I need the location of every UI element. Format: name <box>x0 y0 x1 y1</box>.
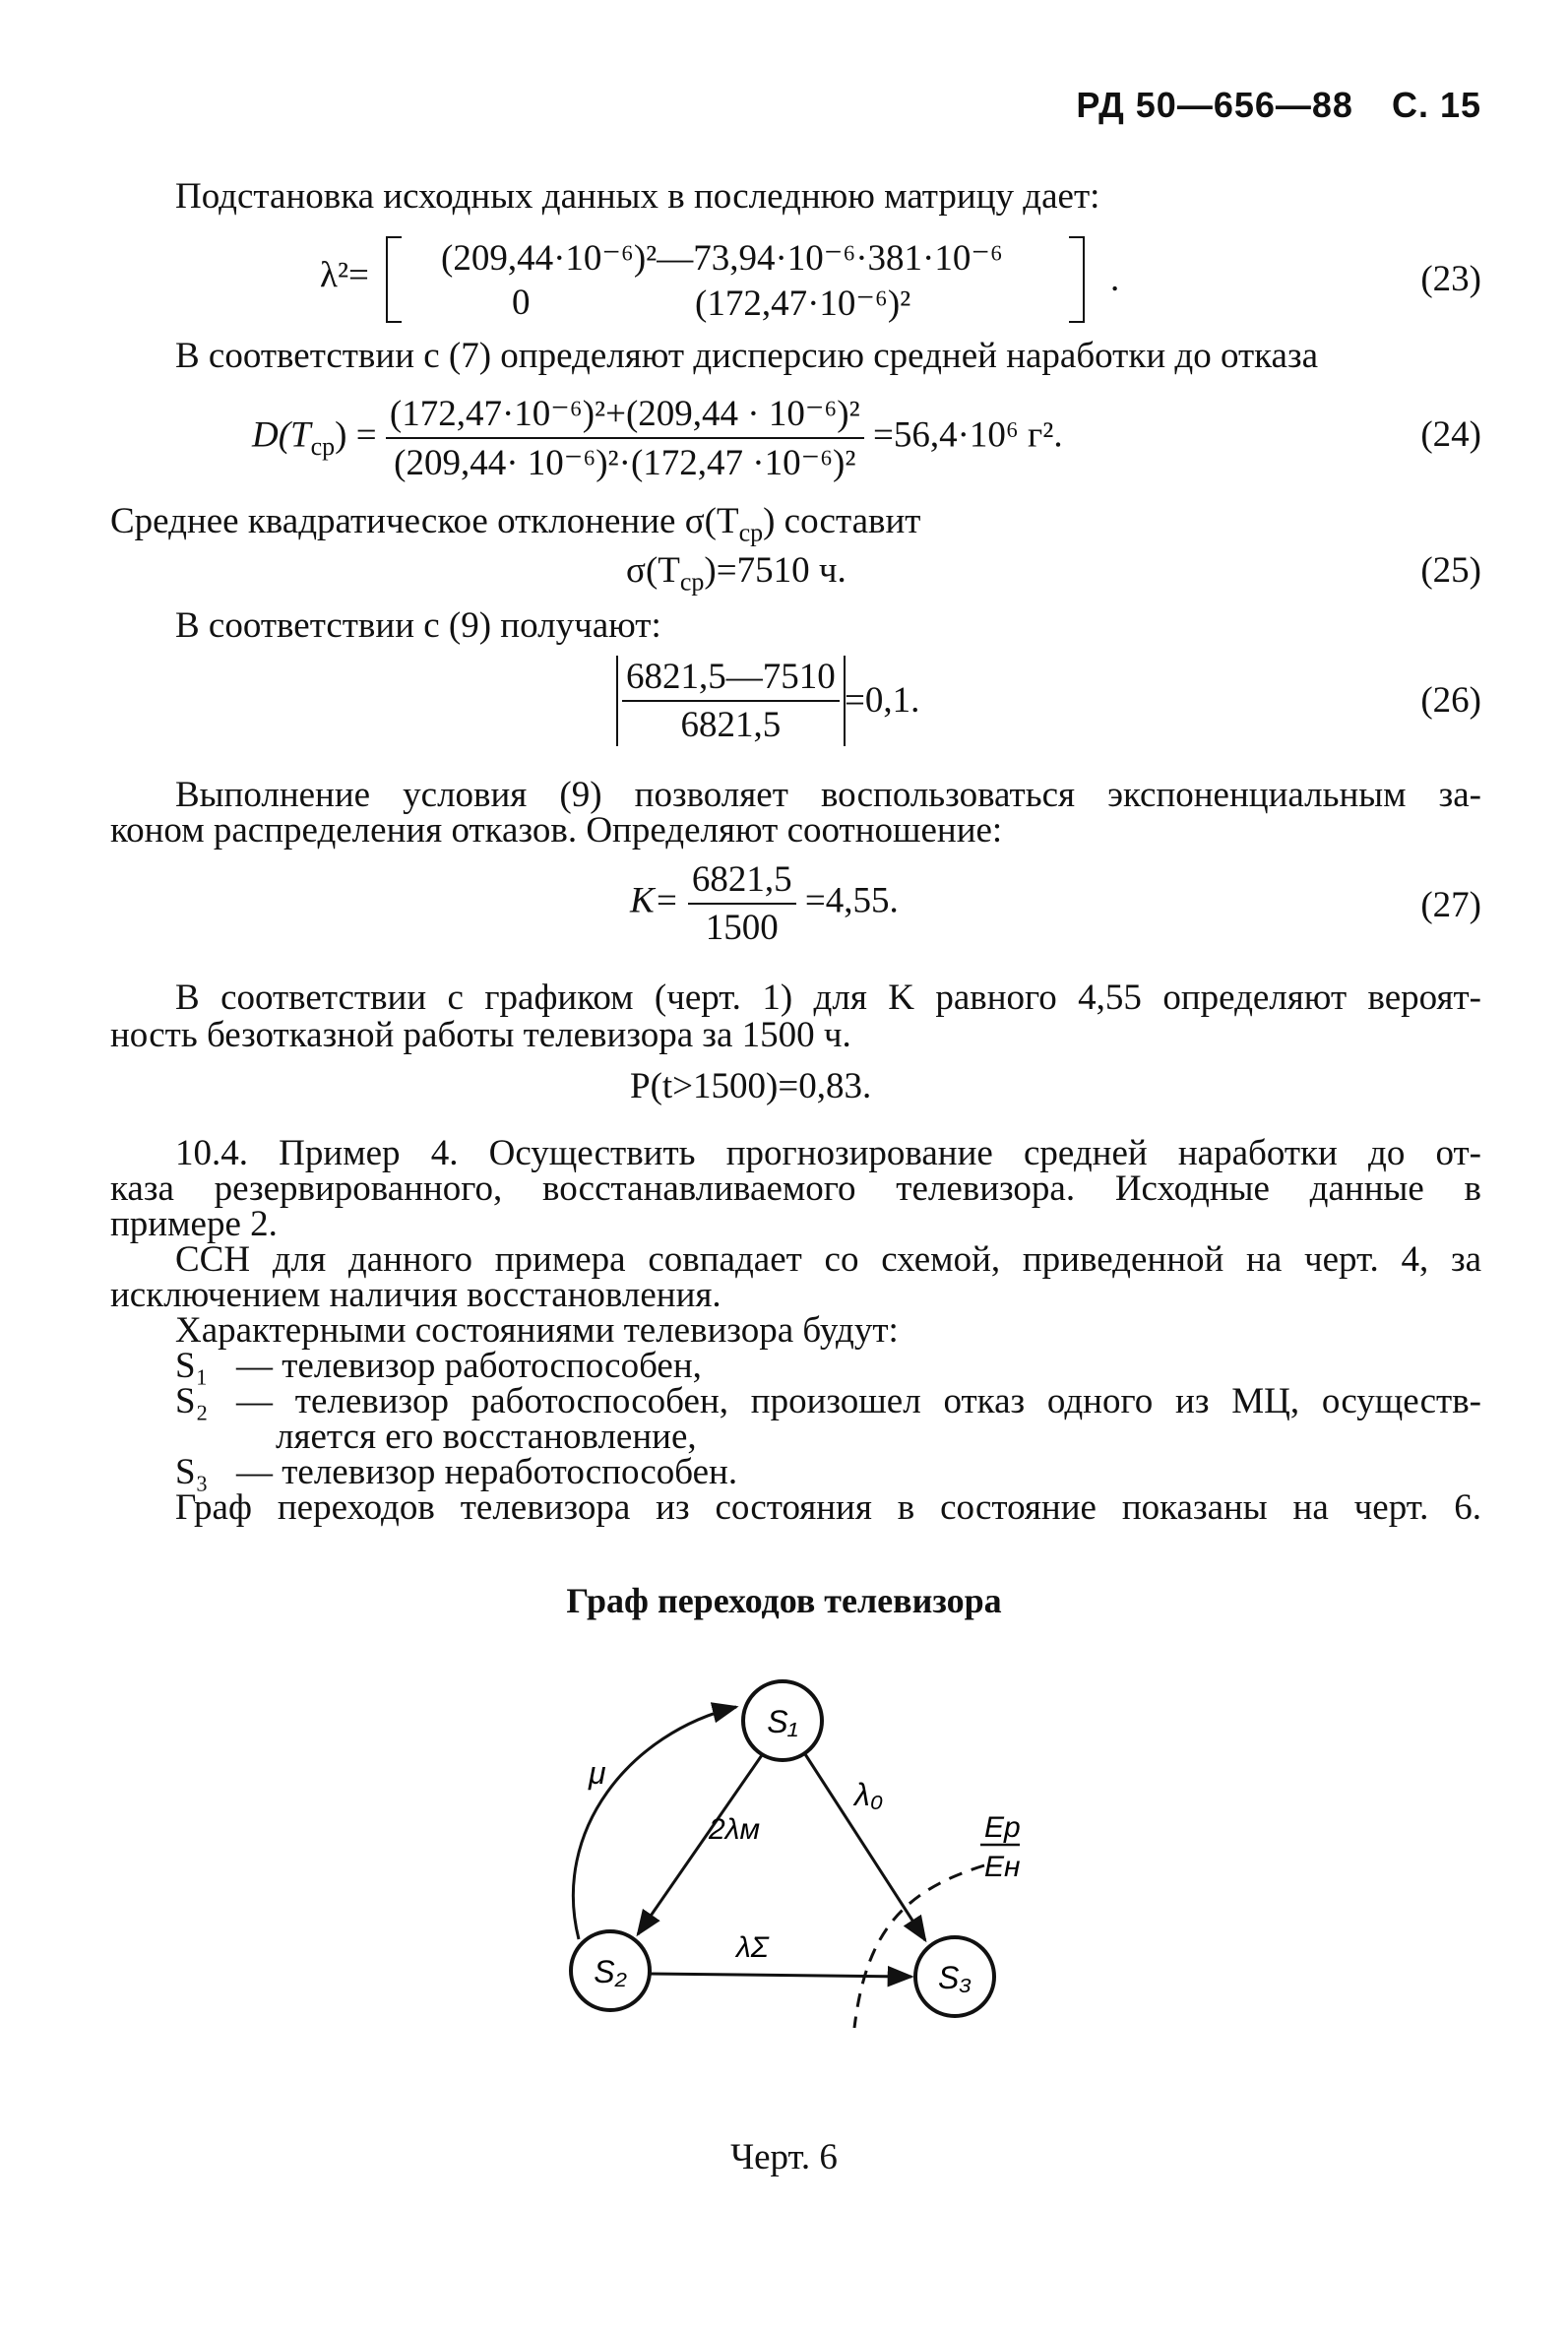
edge-lambda-sigma <box>650 1974 911 1977</box>
state-s1-label: S₁ <box>175 1346 209 1386</box>
eq28-expression: P(t>1500)=0,83. <box>630 1066 872 1106</box>
example4-line2: каза резервированного, восстанавливаемого телевизора. Исходные данные в <box>110 1168 1481 1209</box>
eq25-end: )=7510 ч. <box>704 550 847 591</box>
node-s2 <box>571 1931 650 2010</box>
ssn-line1: ССН для данного примера совпадает со схемой, приведенной на черт. 4, за <box>175 1239 1481 1280</box>
node-s2-label: S₂ <box>594 1954 627 1989</box>
p3-sub: ср <box>738 518 764 547</box>
eq25-number: (25) <box>1420 550 1481 591</box>
states-intro: Характерными состояниями телевизора будут: <box>175 1310 899 1351</box>
paragraph-substitution: Подстановка исходных данных в последнюю матрицу дает: <box>175 176 1100 217</box>
eq23-row1: (209,44·10⁻⁶)²—73,94·10⁻⁶·381·10⁻⁶ <box>441 238 1003 279</box>
paragraph-condition-line1: Выполнение условия (9) позволяет воспользоваться экспоненциальным за- <box>175 775 1481 815</box>
eq23-row2-right: (172,47·10⁻⁶)² <box>695 284 911 324</box>
eq23-lhs: λ²= <box>320 255 369 295</box>
paragraph-condition-line2: коном распределения отказов. Определяют соотношение: <box>110 810 1003 851</box>
paragraph-graph-line1: В соответствии с графиком (черт. 1) для K равного 4,55 определяют вероят- <box>175 978 1481 1018</box>
eq23-number: (23) <box>1420 259 1481 299</box>
eq23-tail: . <box>1110 259 1120 299</box>
state-s1-text: — телевизор работоспособен, <box>236 1346 702 1386</box>
page-number: С. 15 <box>1391 85 1481 125</box>
paragraph-graph-line2: ность безотказной работы телевизора за 1500 ч. <box>110 1015 851 1055</box>
eq24-lhs-sub: ср <box>310 431 336 461</box>
eq26-number: (26) <box>1420 680 1481 721</box>
node-s3 <box>915 1937 994 2016</box>
eq24-numerator: (172,47·10⁻⁶)²+(209,44 · 10⁻⁶)² <box>386 392 864 439</box>
diagram-title: Граф переходов телевизора <box>566 1581 1002 1620</box>
node-s1 <box>743 1681 822 1760</box>
graph-reference: Граф переходов телевизора из состояния в состояние показаны на черт. 6. <box>175 1487 1481 1528</box>
p3-text: Среднее квадратическое отклонение σ(T <box>110 501 739 541</box>
eq24-lhs-end: ) = <box>335 414 377 456</box>
eq24-denominator: (209,44· 10⁻⁶)²·(172,47 ·10⁻⁶)² <box>394 443 856 483</box>
eq27-denominator: 1500 <box>705 908 779 948</box>
label-lambda-0: λ₀ <box>854 1777 884 1812</box>
label-lambda-sigma: λΣ <box>736 1931 769 1964</box>
state-s2-text-line1: — телевизор работоспособен, произошел отказ одного из МЦ, осуществ- <box>236 1381 1481 1421</box>
document-code: РД 50—656—88 <box>1076 85 1353 125</box>
dashed-boundary <box>854 1865 984 2028</box>
eq26-numerator: 6821,5—7510 <box>622 656 840 702</box>
node-s1-label: S₁ <box>767 1704 798 1739</box>
state-s3-label: S₃ <box>175 1452 209 1492</box>
eq27-lhs: K= <box>630 880 679 921</box>
paragraph-dispersion: В соответствии с (7) определяют дисперсию средней наработки до отказа <box>175 336 1319 376</box>
eq27-rhs: =4,55. <box>804 880 899 921</box>
node-s3-label: S₃ <box>937 1960 972 1995</box>
eq25-text: σ(T <box>626 550 680 591</box>
label-two-lambda-m: 2λм <box>709 1813 761 1846</box>
state-s2-label: S₂ <box>175 1381 209 1421</box>
eq24-number: (24) <box>1420 414 1481 455</box>
eq25-sub: ср <box>679 567 705 597</box>
eq26-rhs: =0,1. <box>845 680 920 721</box>
eq23-row2-left: 0 <box>512 283 531 323</box>
ssn-line2: исключением наличия восстановления. <box>110 1275 721 1315</box>
paragraph-obtain: В соответствии с (9) получают: <box>175 605 661 646</box>
example4-line3: примере 2. <box>110 1204 278 1244</box>
ratio-top: Eр <box>984 1811 1021 1844</box>
state-s2-text-line2: ляется его восстановление, <box>276 1417 697 1457</box>
label-mu: μ <box>589 1755 606 1791</box>
ratio-bottom: Eн <box>984 1851 1021 1883</box>
eq26-denominator: 6821,5 <box>680 705 782 745</box>
p3-end: ) составит <box>763 501 921 541</box>
eq27-numerator: 6821,5 <box>688 858 796 905</box>
eq27-number: (27) <box>1420 885 1481 925</box>
eq24-rhs: =56,4·10⁶ г². <box>872 414 1063 456</box>
example4-line1: 10.4. Пример 4. Осуществить прогнозирование средней наработки до от- <box>175 1133 1481 1173</box>
eq24-lhs: D(T <box>252 414 311 456</box>
figure-caption: Черт. 6 <box>730 2137 838 2177</box>
state-s3-text: — телевизор неработоспособен. <box>236 1452 738 1492</box>
